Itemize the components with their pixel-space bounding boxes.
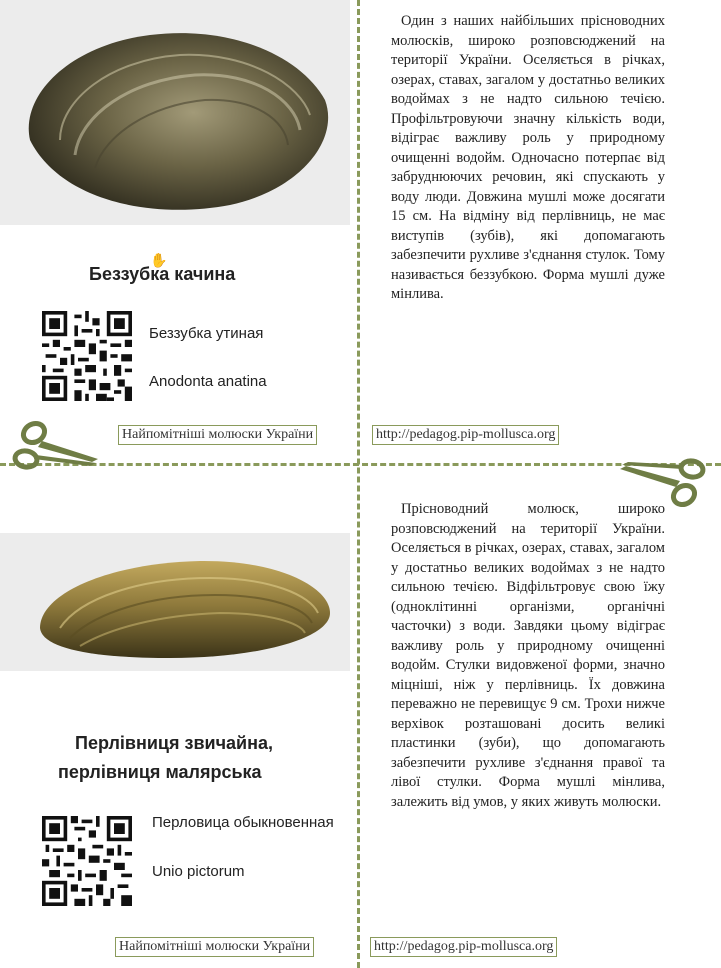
card2-latin-name: Unio pictorum [152,863,245,880]
card2-url-link[interactable]: http://pedagog.pip-mollusca.org [370,937,557,957]
scissors-icon [0,415,100,473]
card2-series-tag: Найпомітніші молюски України [115,937,314,957]
scissors-icon [618,455,718,513]
card1-url-link[interactable]: http://pedagog.pip-mollusca.org [372,425,559,445]
card2-qr-code-icon [42,816,132,906]
hand-cursor-icon: ✋ [150,252,168,268]
card2-russian-name: Перловица обыкновенная [152,814,334,831]
unio-shell-photo [0,533,350,671]
card1-series-tag: Найпомітніші молюски України [118,425,317,445]
card2-description: Прісноводний молюск, широко розповсюджений на території України. Оселяється в річках, озерах, ставах, загалом у достатньо великих водоймах з не надто сильною течією. Відфільтровує свою їжу (одноклітинні організми, органічні часточки) з води. Завдяки цьому відіграє важливу роль у природному очищенні водойм. Стулки видовженої форми, значно міцніші, ніж у перлівниць. Їх довжина переважно не перевищує 9 см. Трохи нижче верхівок розташовані досить великі пластинки (зуби), що допомагають забезпечити рухливе з'єднання правої та лівої стулки. Форма мушлі мінлива, залежить від умов, у яких живуть молюски. [391,501,665,810]
card2-title-line2: перлівниця малярська [58,762,262,782]
card1-description: Один з наших найбільших прісноводних молюсків, широко розповсюджений на території України. Оселяється в річках, озерах, ставах, загалом у достатньо великих водоймах з не надто сильною течією. Профільтровуючи значну кількість води, відіграє важливу роль у природному очищенні водойм. Одночасно потерпає від забруднюючих речовин, які спускають у воду люди. Довжина мушлі може досягати 15 см. На відміну від перлівниць, не має виступів (зубів), які допомагають забезпечити рухливе з'єднання стулок. Тому називається беззубкою. Форма мушлі дуже мінлива. [391,13,665,302]
card1-title: Беззубка качина [89,264,236,284]
anodonta-shell-photo [0,0,350,225]
card1-latin-name: Anodonta anatina [149,373,267,390]
vertical-cut-line [357,0,360,968]
card2-title-line1: Перлівниця звичайна, [75,733,273,753]
card1-russian-name: Беззубка утиная [149,325,264,342]
horizontal-cut-line [0,463,721,466]
card1-qr-code-icon [42,311,132,401]
